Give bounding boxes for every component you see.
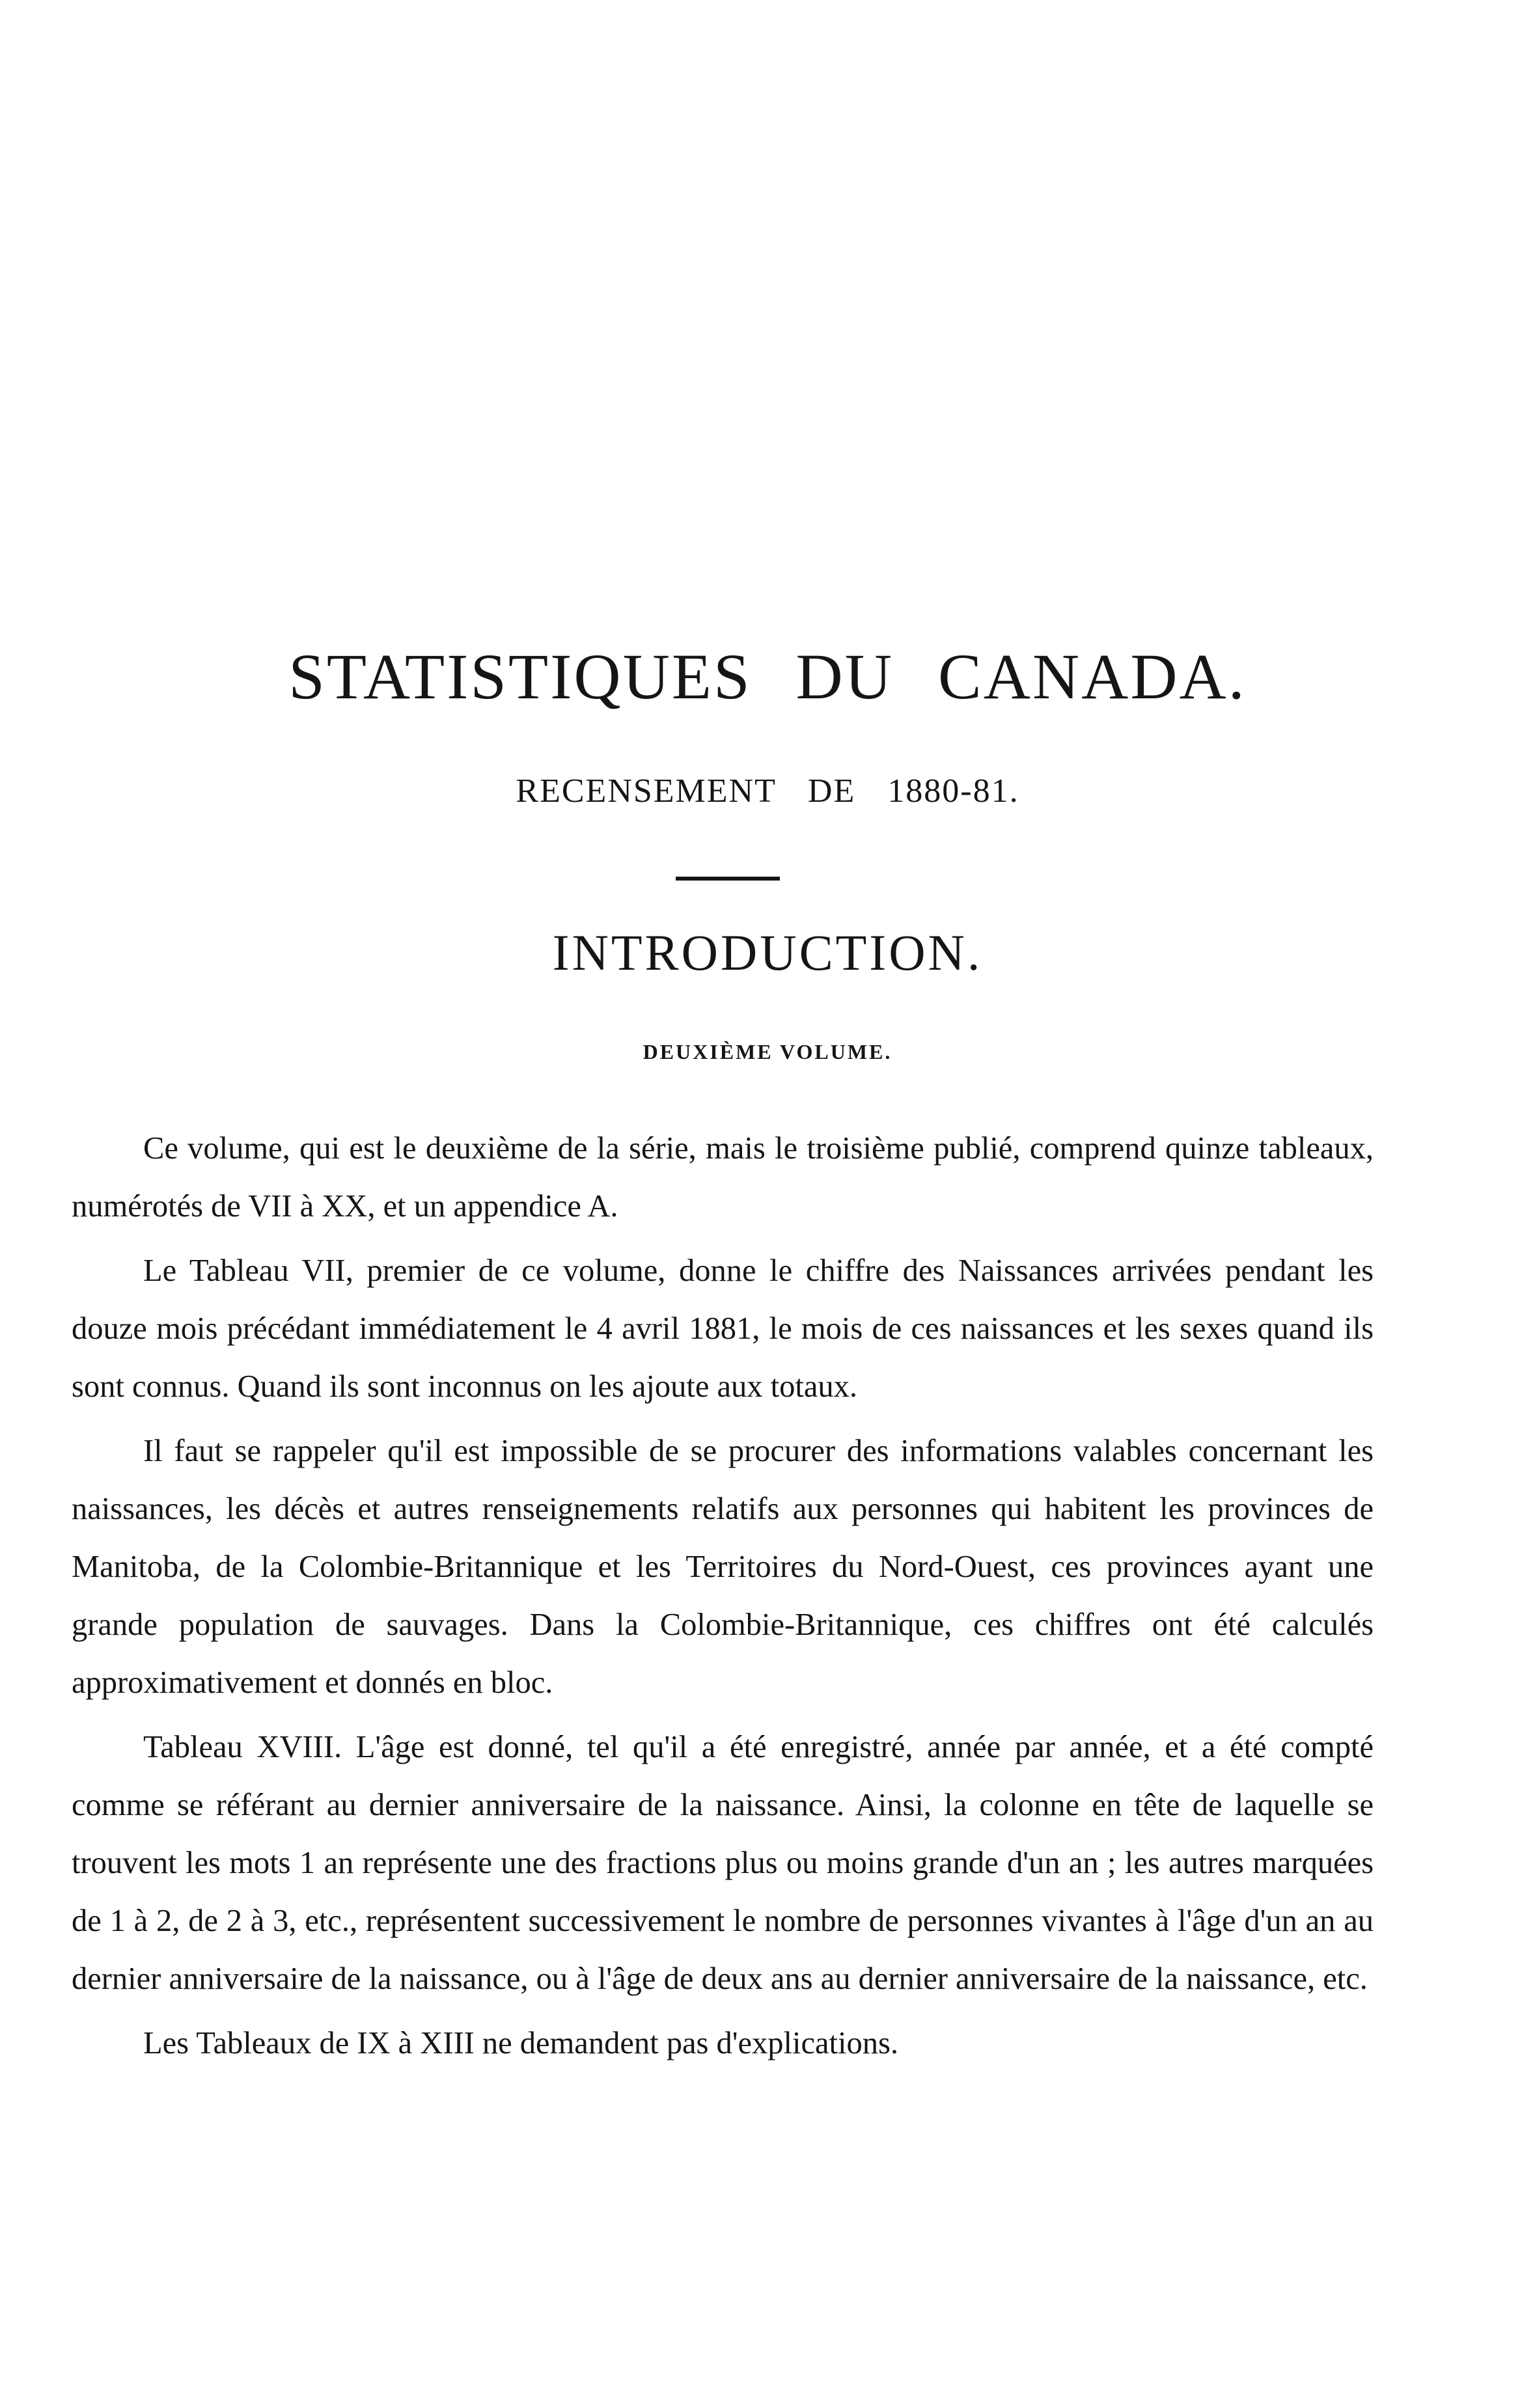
page-title: STATISTIQUES DU CANADA. (288, 640, 1247, 713)
body-text (72, 1119, 1374, 2079)
page-subtitle: RECENSEMENT DE 1880-81. (516, 773, 1019, 810)
paragraph: Tableau XVIII. L'âge est donné, tel qu'il a été enregistré, année par année, et a été compté comme se référant au dernier anniversaire de la naissance. Ainsi, la colonne en tête de laquelle se trouvent les mots 1 an représente une des fractions plus ou moins grande d'un an ; les autres marquées de 1 à 2, de 2 à 3, etc., représentent successivement le nombre de personnes vivantes à l'âge d'un an au dernier anniversaire de la naissance, ou à l'âge de deux ans au dernier anniversaire de la naissance, etc. (72, 1730, 1374, 1996)
paragraph: Les Tableaux de IX à XIII ne demandent pas d'explications. (143, 2026, 898, 2060)
divider-rule (676, 877, 780, 881)
volume-label: DEUXIÈME VOLUME. (643, 1040, 892, 1063)
paragraph: Il faut se rappeler qu'il est impossible de se procurer des informations valables concernant les naissances, les décès et autres renseignements relatifs aux personnes qui habitent les provinces de Manitoba, de la Colombie-Britannique et les Territoires du Nord-Ouest, ces provinces ayant une grande population de sauvages. Dans la Colombie-Britannique, ces chiffres ont été calculés approximativement et donnés en bloc. (72, 1434, 1374, 1700)
section-heading: INTRODUCTION. (552, 924, 983, 981)
paragraph: Ce volume, qui est le deuxième de la série, mais le troisième publié, comprend quinze tableaux, numérotés de VII à XX, et un appendice A. (72, 1131, 1374, 1224)
paragraph: Le Tableau VII, premier de ce volume, donne le chiffre des Naissances arrivées pendant les douze mois précédant immédiatement le 4 avril 1881, le mois de ces naissances et les sexes quand ils sont connus. Quand ils sont inconnus on les ajoute aux totaux. (72, 1253, 1374, 1404)
